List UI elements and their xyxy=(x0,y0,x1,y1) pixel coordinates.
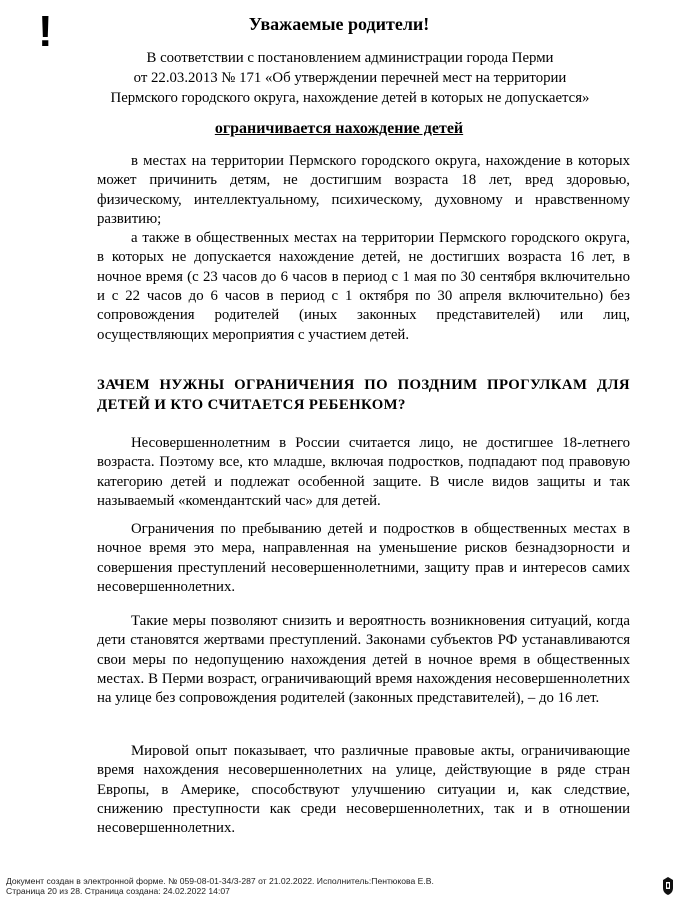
page-title: Уважаемые родители! xyxy=(248,14,430,34)
body-paragraph: Несовершеннолетним в России считается лицо, не достигшее 18-летнего возраста. Поэтому все, кто младше, включая подростков, подпадают под правовую категорию детей и подлежат особенной защите. В числе видов защиты и так называемый «комендантский час» для детей. xyxy=(97,435,630,509)
restriction-paragraph: в местах на территории Пермского городского округа, нахождение в которых может причинить детям, не достигшим возраста 18 лет, вред здоровью, физическому, интеллектуальному, психическому, духовному и нравственному развитию; xyxy=(97,153,630,227)
document-footer xyxy=(6,876,646,896)
section-paragraph xyxy=(97,520,630,597)
restrictions-block xyxy=(97,152,630,345)
restriction-paragraph: а также в общественных местах на территории Пермского городского округа, в которых не допускается нахождение детей, не достигших возраста 16 лет, в ночное время (с 23 часов до 6 часов в период с 1 мая по 30 сентября включительно и с 22 часов до 6 часов в период с 1 октября по 30 апреля включительно) без сопровождения родителей (иных законных представителей) или лиц, осуществляющих мероприятия с участием детей. xyxy=(97,230,630,343)
body-paragraph: Ограничения по пребыванию детей и подростков в общественных местах в ночное время это мера, направленная на уменьшение рисков безнадзорности и совершения преступлений несовершеннолетними, защиту прав и интересов самих несовершеннолетних. xyxy=(97,521,630,595)
body-paragraph: Такие меры позволяют снизить и вероятность возникновения ситуаций, когда дети становятся жертвами преступлений. Законами субъектов РФ устанавливаются свои меры по недопущению нахождения детей в ночное время в общественных местах. В Перми возраст, ограничивающий время нахождения несовершеннолетних на улице без сопровождения родителей (законных представителей), – до 16 лет. xyxy=(97,613,630,707)
footer-line: Документ создан в электронной форме. № 059-08-01-34/3-287 от 21.02.2022. Исполнитель:Пентюкова Е.В. xyxy=(6,876,434,886)
intro-line: В соответствии с постановлением администрации города Перми xyxy=(146,50,554,66)
section-heading: ЗАЧЕМ НУЖНЫ ОГРАНИЧЕНИЯ ПО ПОЗДНИМ ПРОГУЛКАМ ДЛЯ ДЕТЕЙ И КТО СЧИТАЕТСЯ РЕБЕНКОМ? xyxy=(97,377,630,413)
coat-of-arms-icon xyxy=(662,877,674,895)
body-paragraph: Мировой опыт показывает, что различные правовые акты, ограничивающие время нахождения несовершеннолетних на улице, действующие в ряде стран Европы, в Америке, способствуют улучшению ситуации и, как следствие, снижению преступности как среди несовершеннолетних, так и в отношении несовершеннолетних. xyxy=(97,743,630,837)
subheading: ограничивается нахождение детей xyxy=(214,120,464,137)
intro-line: Пермского городского округа, нахождение детей в которых не допускается» xyxy=(110,90,590,106)
section-paragraph xyxy=(97,742,630,838)
section-paragraph xyxy=(97,612,630,708)
intro-paragraph xyxy=(60,48,640,108)
intro-line: от 22.03.2013 № 171 «Об утверждении перечней мест на территории xyxy=(133,70,567,86)
exclamation-mark: ! xyxy=(38,7,53,56)
section-paragraph xyxy=(97,434,630,511)
footer-line: Страница 20 из 28. Страница создана: 24.02.2022 14:07 xyxy=(6,886,230,896)
